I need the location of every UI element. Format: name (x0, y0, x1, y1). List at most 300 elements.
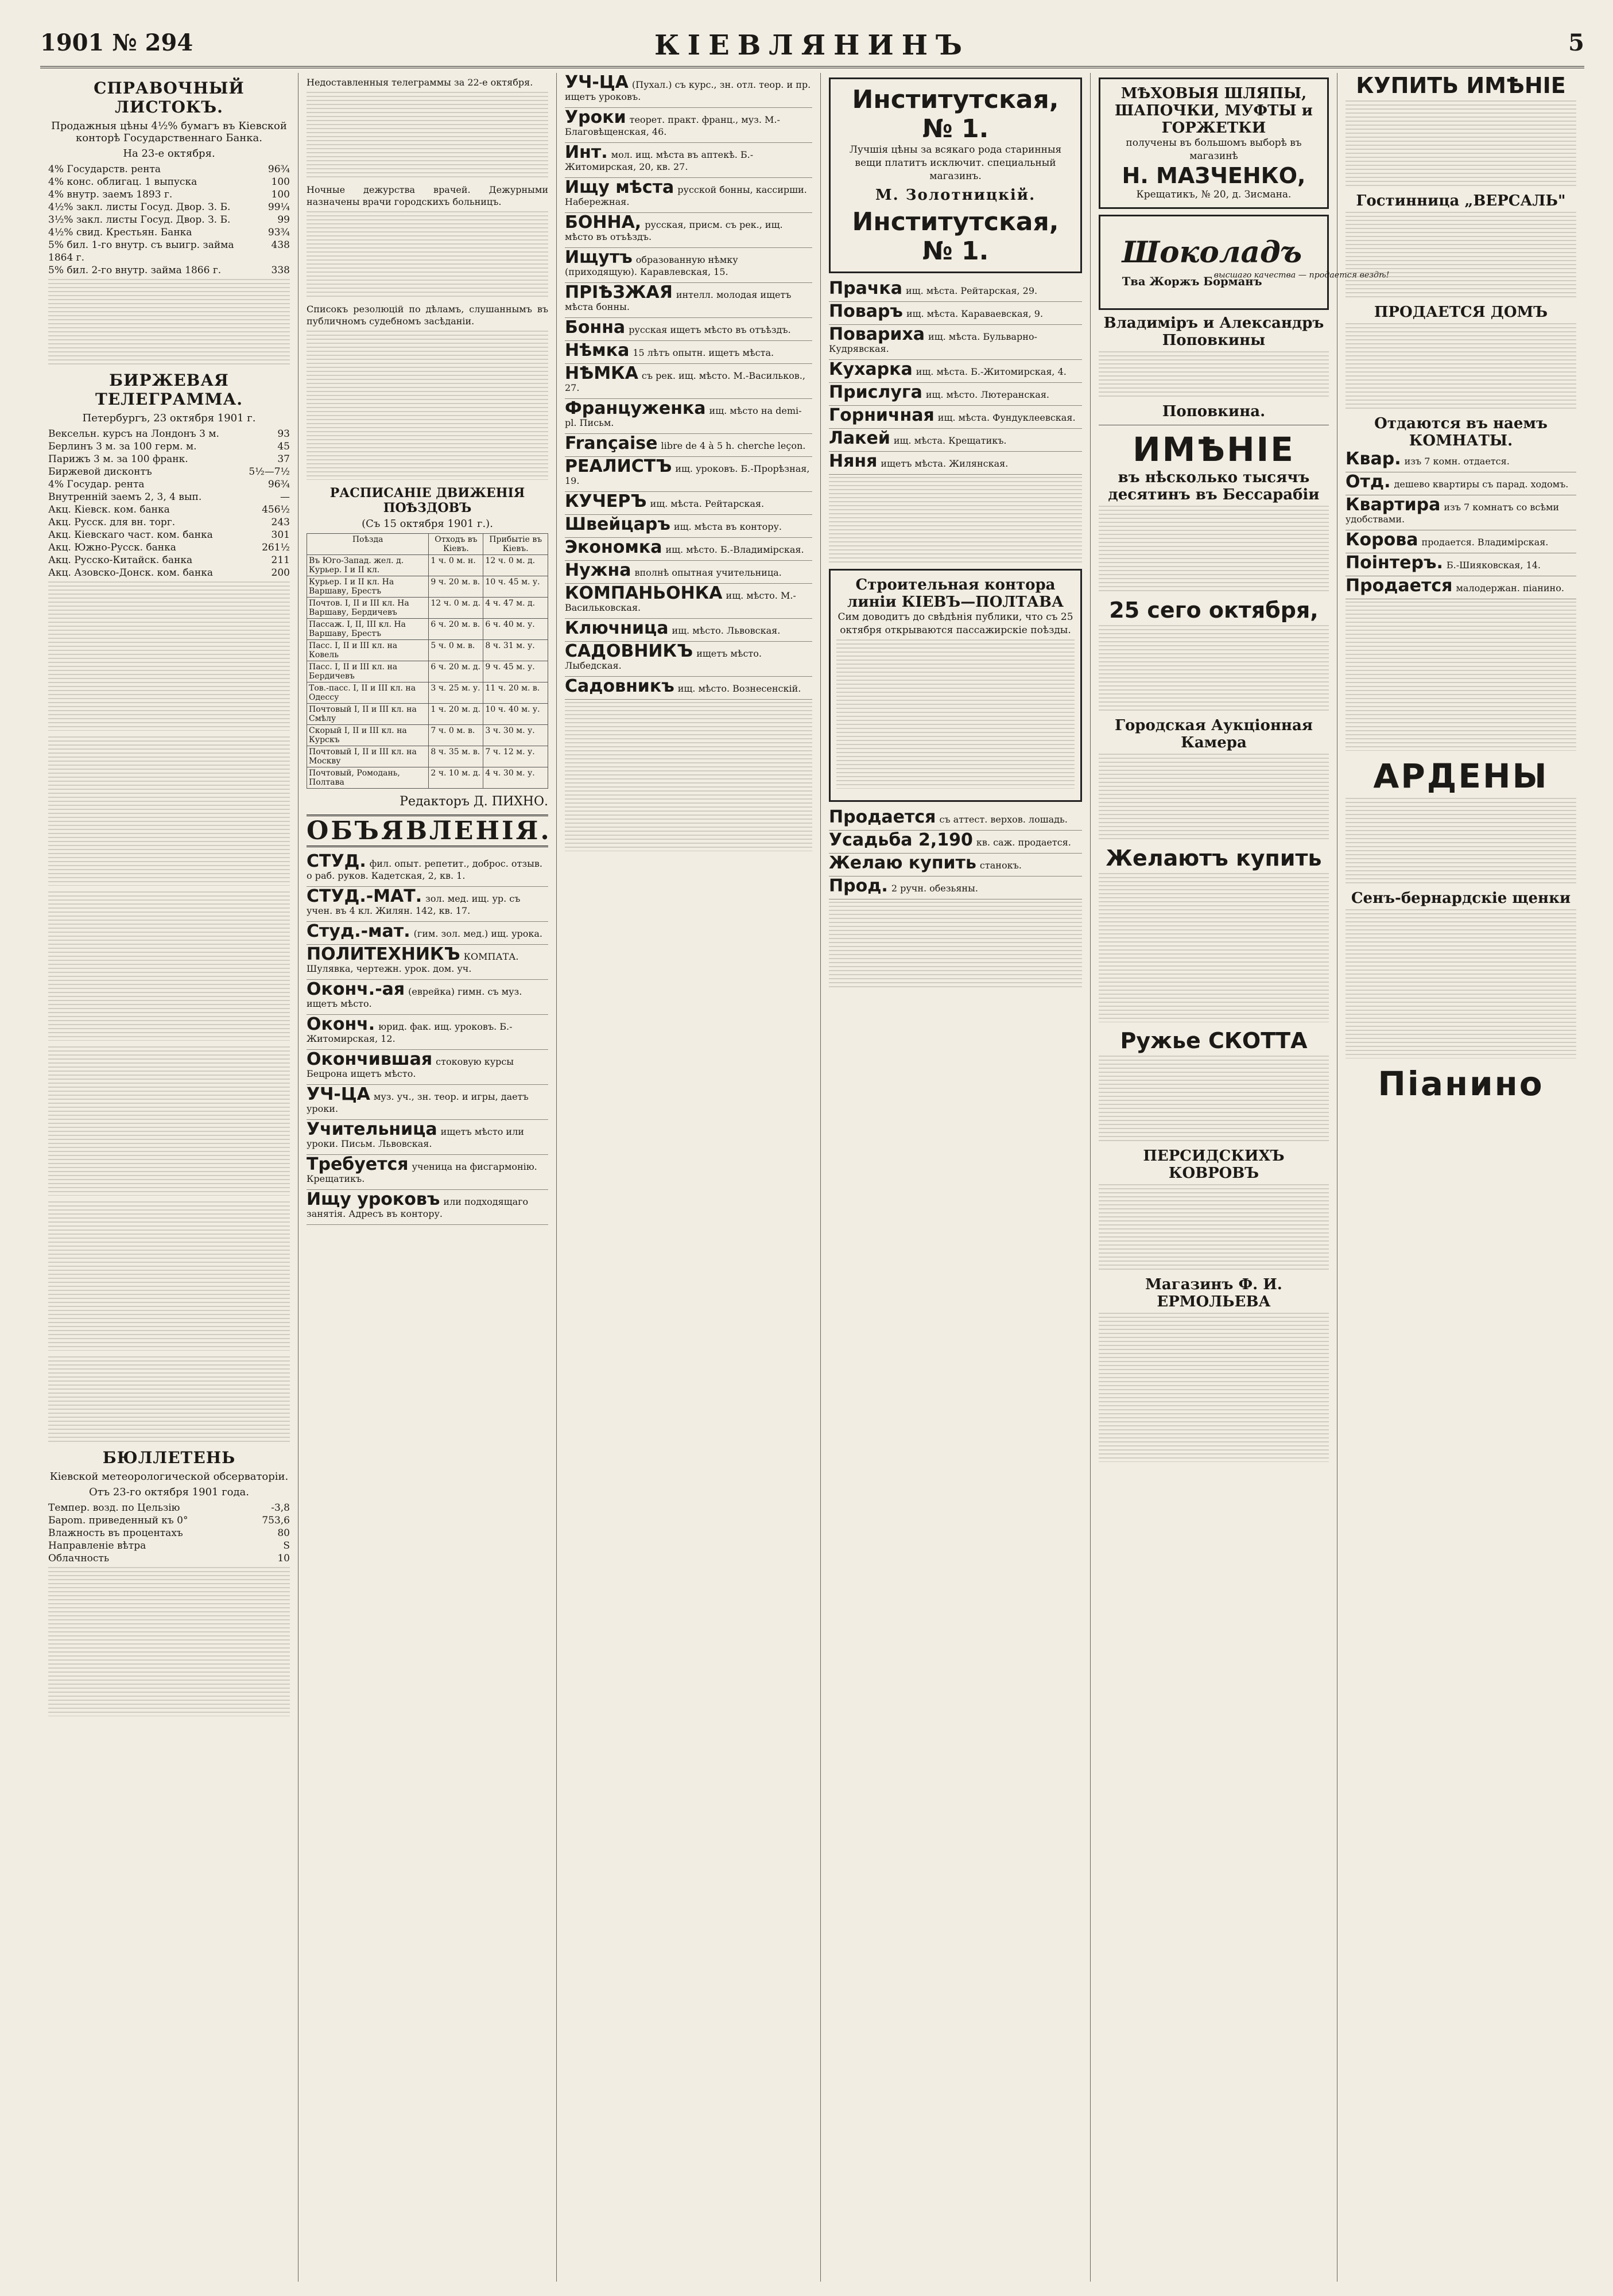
exchange-row (48, 491, 290, 503)
estate-subtitle: въ нѣсколько тысячъ десятинъ въ Бессарабіи (1108, 469, 1320, 503)
ad-lead: Корова (1346, 530, 1418, 550)
security-row (48, 226, 290, 239)
ads-list (307, 852, 548, 1225)
classified-ad (565, 283, 812, 318)
ad-text: изъ 7 комнатъ со всѣми удобствами. (1346, 502, 1560, 525)
ad-lead: Продается (829, 807, 936, 827)
security-row-name: 5% бил. 2-го внутр. займа 1866 г. (48, 265, 222, 276)
ad-lead: Отд. (1346, 472, 1391, 492)
schedule-dep: 5 ч. 0 м. в. (429, 640, 483, 661)
security-row-name: 4% конс. облигац. 1 выпуска (48, 176, 197, 188)
classified-ad (829, 360, 1082, 383)
schedule-title: РАСПИСАНІЕ ДВИЖЕНІЯ ПОѢЗДОВЪ (329, 486, 525, 515)
ad-lead: Окончившая (307, 1049, 433, 1069)
text-block (1346, 909, 1576, 1058)
security-row-value: 99¼ (267, 201, 290, 213)
ad-lead: Française (565, 433, 658, 453)
auction-heading: Городская Аукціонная Камера (1115, 717, 1313, 751)
schedule-arr: 9 ч. 45 м. у. (483, 661, 548, 682)
weather-row-value: 10 (277, 1553, 290, 1564)
ad-lead: Прислуга (829, 382, 922, 402)
classified-ad (307, 1120, 548, 1155)
classified-ad (307, 922, 548, 945)
schedule-dep: 12 ч. 0 м. д. (429, 598, 483, 619)
ad-text: ищ. мѣсто. Львовская. (672, 625, 781, 636)
ad-text: вполнѣ опытная учительница. (634, 567, 782, 578)
antique-owner: М. Золотницкій. (875, 187, 1036, 204)
newspaper-page (40, 26, 1584, 2282)
exchange-title: БИРЖЕВАЯ ТЕЛЕГРАММА. (95, 371, 243, 409)
ad-text: кв. саж. продается. (976, 837, 1071, 848)
classified-ad (829, 383, 1082, 406)
text-block (1099, 873, 1329, 1022)
schedule-train: Почтовый I, II и III кл. на Смѣлу (307, 704, 429, 725)
weather-row (48, 1502, 290, 1514)
ad-text: съ рек. ищ. мѣсто. М.-Васильков., 27. (565, 370, 805, 393)
exchange-row-value: 45 (277, 441, 290, 452)
text-block (829, 902, 1082, 988)
schedule-dep: 7 ч. 0 м. в. (429, 725, 483, 746)
reference-date: На 23-е октября. (123, 148, 215, 160)
security-row (48, 264, 290, 277)
ad-text: юрид. фак. ищ. уроковъ. Б.-Житомирская, 12. (307, 1021, 513, 1044)
schedule-arr: 4 ч. 30 м. у. (483, 767, 548, 789)
ad-lead: Поваръ (829, 301, 903, 321)
train-schedule (307, 533, 548, 789)
schedule-row (307, 682, 548, 704)
weather-row-name: Бароm. приведенный къ 0° (48, 1515, 188, 1526)
ad-text: зол. мед. ищ. ур. съ учен. въ 4 кл. Жилян. 142, кв. 17. (307, 893, 521, 916)
ad-text: ищ. уроковъ. Б.-Прорѣзная, 19. (565, 463, 810, 486)
classified-ad (829, 302, 1082, 325)
exchange-row (48, 567, 290, 579)
chocolate-name: Шоколадъ (1122, 235, 1302, 270)
exchange-row (48, 453, 290, 466)
ad-lead: Няня (829, 451, 878, 471)
ad-lead: Оконч. (307, 1014, 375, 1034)
text-block (836, 639, 1075, 789)
classified-ad (565, 143, 812, 178)
security-row-name: 4% Государств. рента (48, 164, 161, 175)
exchange-row (48, 503, 290, 516)
schedule-dep: 1 ч. 0 м. н. (429, 555, 483, 576)
contract-text: Сим доводитъ до свѣдѣнія публики, что съ 25 октября открываются пассажирскіе поѣзды. (837, 611, 1073, 636)
ad-lead: РЕАЛИСТЪ (565, 456, 672, 476)
schedule-arr: 7 ч. 12 м. у. (483, 746, 548, 767)
column-2 (298, 73, 557, 2282)
ad-lead: Квар. (1346, 449, 1401, 469)
classified-ad (829, 854, 1082, 876)
exchange-row-name: Биржевой дисконтъ (48, 466, 152, 478)
buy-estate-heading: КУПИТЬ ИМѢНІЕ (1356, 73, 1566, 98)
classified-ad (307, 1085, 548, 1120)
column-1 (40, 73, 298, 2282)
schedule-arr: 6 ч. 40 м. у. (483, 619, 548, 640)
text-block (48, 736, 290, 886)
classified-ad (1346, 449, 1576, 472)
security-row-value: 93¾ (267, 227, 290, 238)
ad-text: ищ. мѣста. Фундуклеевская. (937, 412, 1076, 423)
exchange-row (48, 554, 290, 567)
ad-lead: Продается (1346, 576, 1453, 596)
schedule-row (307, 725, 548, 746)
exchange-row-value: 93 (277, 428, 290, 440)
classified-ad (829, 406, 1082, 429)
schedule-arr: 11 ч. 20 м. в. (483, 682, 548, 704)
rooms-heading: Отдаются въ наемъ КОМНАТЫ. (1374, 415, 1548, 449)
schedule-dep: 3 ч. 25 м. у. (429, 682, 483, 704)
issue-number: 1901 № 294 (40, 29, 193, 56)
classified-ad (565, 364, 812, 399)
classified-ad (565, 457, 812, 492)
ad-text: изъ 7 комн. отдается. (1404, 456, 1510, 467)
reference-title: СПРАВОЧНЫЙ ЛИСТОКЪ. (94, 79, 245, 117)
exchange-row (48, 440, 290, 453)
schedule-arr: 12 ч. 0 м. д. (483, 555, 548, 576)
ad-lead: Лакей (829, 428, 890, 448)
ads-list (829, 279, 1082, 475)
classified-ad (565, 213, 812, 248)
schedule-row (307, 598, 548, 619)
classified-ad (307, 980, 548, 1015)
schedule-train: Почтовый I, II и III кл. на Москву (307, 746, 429, 767)
weather-row-name: Направленіе вѣтра (48, 1540, 146, 1552)
ad-lead: Желаю купить (829, 853, 976, 873)
ad-lead: Ищу уроковъ (307, 1189, 440, 1209)
ad-text: ищетъ мѣсто или уроки. Письм. Львовская. (307, 1126, 524, 1149)
text-block (1099, 754, 1329, 840)
exchange-row-name: Акц. Кіевскаго част. ком. банка (48, 529, 213, 541)
estate-heading: ИМѢНІЕ (1133, 430, 1295, 469)
schedule-head: Прибытіе въ Кіевъ. (483, 534, 548, 555)
schedule-dep: 1 ч. 20 м. д. (429, 704, 483, 725)
fur-merchant: Н. МАЗЧЕНКО, (1122, 163, 1306, 188)
weather-row-value: S (283, 1540, 290, 1552)
text-block (48, 1356, 290, 1442)
classified-ad (1346, 530, 1576, 553)
exchange-row-name: Акц. Азовско-Донск. ком. банка (48, 567, 214, 579)
ardeny-heading: АРДЕНЫ (1373, 757, 1549, 796)
exchange-row-name: Парижъ 3 м. за 100 франк. (48, 453, 188, 465)
ad-text: ищ. мѣста. Рейтарская. (650, 498, 765, 509)
classified-ad (565, 73, 812, 108)
exchange-list (48, 428, 290, 579)
ad-text: русская, присм. съ рек., ищ. мѣсто въ отъѣздъ. (565, 219, 783, 242)
classified-ad (565, 341, 812, 364)
ad-lead: УЧ-ЦА (307, 1084, 370, 1104)
ad-text: ищ. мѣсто. Лютеранская. (925, 389, 1049, 400)
weather-row-value: 80 (277, 1527, 290, 1539)
classified-ad (307, 852, 548, 887)
ad-lead: Ключница (565, 618, 669, 638)
weather-row (48, 1539, 290, 1552)
ad-lead: Прачка (829, 278, 903, 298)
security-row-value: 100 (271, 176, 290, 188)
text-block (48, 581, 290, 731)
chocolate-slogan: высшаго качества — продается вездѣ! (1213, 270, 1390, 280)
ad-text: Б.-Шияковская, 14. (1446, 560, 1541, 571)
schedule-row (307, 576, 548, 598)
ad-text: ищ. мѣсто. Вознесенскій. (677, 683, 801, 694)
security-row-value: 96¾ (267, 164, 290, 175)
classified-ad (307, 1050, 548, 1085)
security-row (48, 201, 290, 214)
masthead (40, 26, 1584, 68)
exchange-row-name: 4% Государ. рента (48, 479, 145, 490)
antique-text: Лучшія цѣны за всякаго рода старинныя вещи платитъ исключит. специальный магазинъ. (849, 144, 1062, 182)
weather-row-name: Облачность (48, 1553, 110, 1564)
text-block (48, 1046, 290, 1196)
schedule-row (307, 555, 548, 576)
shop-heading: Магазинъ Ф. И. ЕРМОЛЬЕВА (1145, 1276, 1282, 1310)
text-block (48, 1567, 290, 1716)
schedule-train: Пасс. I, II и III кл. на Бердичевъ (307, 661, 429, 682)
ad-text: ученица на фисгармонію. Крещатикъ. (307, 1161, 537, 1184)
ad-lead: Квартира (1346, 495, 1441, 515)
weather-row (48, 1552, 290, 1565)
schedule-train: Почтовый, Ромодань, Полтава (307, 767, 429, 789)
ad-text: 15 лѣтъ опытн. ищетъ мѣста. (633, 347, 774, 358)
exchange-row-value: 96¾ (267, 479, 290, 490)
text-block (307, 92, 548, 178)
ad-lead: Кухарка (829, 359, 913, 379)
schedule-dep: 2 ч. 10 м. д. (429, 767, 483, 789)
schedule-train: Скорый I, II и III кл. на Курскъ (307, 725, 429, 746)
classified-ad (1346, 495, 1576, 530)
exchange-row-name: Акц. Русско-Китайск. банка (48, 554, 193, 566)
chocolate-logo-icon (1112, 221, 1390, 304)
bulletin-title: БЮЛЛЕТЕНЬ (102, 1448, 236, 1467)
security-row-name: 4½% закл. листы Госуд. Двор. З. Б. (48, 201, 231, 213)
schedule-row (307, 661, 548, 682)
piano-heading: Піанино (1378, 1064, 1544, 1103)
exchange-row-value: 5½—7½ (249, 466, 290, 478)
exchange-row-name: Акц. Южно-Русск. банка (48, 542, 176, 553)
schedule-row (307, 767, 548, 789)
dogs-heading: Сенъ-бернардскіе щенки (1351, 890, 1571, 907)
ad-lead: Оконч.-ая (307, 979, 405, 999)
exchange-row-value: 301 (271, 529, 290, 541)
security-row (48, 188, 290, 201)
reference-subtitle: Продажныя цѣны 4½% бумагъ въ Кіевской конторѣ Государственнаго Банка. (51, 120, 287, 144)
schedule-arr: 10 ч. 40 м. у. (483, 704, 548, 725)
text-block (829, 477, 1082, 563)
ad-lead: Усадьба 2,190 (829, 830, 973, 850)
ad-text: ищ. мѣста. Бульварно-Кудрявская. (829, 331, 1037, 354)
ad-lead: Нѣмка (565, 340, 630, 360)
text-block (565, 702, 812, 851)
security-row-name: 4½% свид. Крестьян. Банка (48, 227, 192, 238)
weather-row-name: Темпер. возд. по Цельзію (48, 1502, 180, 1514)
ad-text: ищ. мѣста. Рейтарская, 29. (906, 285, 1038, 296)
schedule-train: Курьер. I и II кл. На Варшаву, Брестъ (307, 576, 429, 598)
antique-title: Институтская, № 1. (852, 85, 1059, 144)
date-heading: 25 сего октября, (1109, 598, 1319, 623)
ad-lead: Бонна (565, 317, 626, 338)
ad-lead: СТУД.-МАТ. (307, 886, 422, 906)
classified-ad (565, 619, 812, 642)
schedule-train: Тов.-пасс. I, II и III кл. на Одессу (307, 682, 429, 704)
ad-text: мол. ищ. мѣста въ аптекѣ. Б.-Житомирская, 20, кв. 27. (565, 149, 754, 172)
schedule-row (307, 619, 548, 640)
schedule-arr: 8 ч. 31 м. у. (483, 640, 548, 661)
fur-text: получены въ большомъ выборѣ въ магазинѣ (1126, 137, 1302, 162)
ad-lead: Ищутъ (565, 247, 633, 267)
ad-text: малодержан. піанино. (1456, 583, 1564, 594)
ad-lead: САДОВНИКЪ (565, 641, 693, 661)
classified-ad (1346, 472, 1576, 495)
ad-lead: Требуется (307, 1154, 409, 1174)
text-block (1099, 351, 1329, 397)
security-row (48, 176, 290, 188)
ad-lead: Экономка (565, 537, 662, 557)
text-block (48, 891, 290, 1041)
classified-ad (1346, 553, 1576, 576)
classified-ad (307, 945, 548, 980)
ad-lead: Студ.-мат. (307, 921, 410, 941)
ad-lead: БОННА, (565, 212, 642, 232)
exchange-row (48, 478, 290, 491)
ad-lead: Садовникъ (565, 676, 674, 696)
security-row (48, 239, 290, 264)
security-row-value: 100 (271, 189, 290, 200)
ad-lead: КОМПАНЬОНКА (565, 583, 723, 603)
ad-text: муз. уч., зн. теор. и игры, даетъ уроки. (307, 1091, 529, 1114)
classified-ad (829, 429, 1082, 452)
ad-lead: Француженка (565, 398, 706, 418)
ad-text: русская ищетъ мѣсто въ отъѣздъ. (629, 324, 791, 335)
classified-ad (307, 1190, 548, 1225)
schedule-dep: 9 ч. 20 м. в. (429, 576, 483, 598)
ad-lead: Поінтеръ. (1346, 553, 1443, 573)
buy-heading: Желаютъ купить (1106, 846, 1322, 871)
contract-ad (829, 569, 1082, 802)
family-signature: Поповкина. (1162, 403, 1266, 420)
exchange-row-value: 200 (271, 567, 290, 579)
text-block (1099, 1184, 1329, 1270)
text-block (1346, 212, 1576, 298)
exchange-row (48, 541, 290, 554)
classified-ad (829, 831, 1082, 854)
classified-ad (565, 584, 812, 619)
ad-text: русской бонны, кассирши. Набережная. (565, 184, 807, 207)
notice: Недоставленныя телеграммы за 22-е октября. (307, 77, 533, 88)
ad-lead: ПОЛИТЕХНИКЪ (307, 944, 460, 964)
family-names: Владиміръ и Александръ Поповкины (1103, 315, 1324, 349)
schedule-train: Пасс. I, II и III кл. на Ковель (307, 640, 429, 661)
ads-list (565, 73, 812, 700)
ad-text: ищ. мѣста. Крещатикъ. (893, 435, 1007, 446)
schedule-date: (Съ 15 октября 1901 г.). (362, 518, 493, 530)
carpets-heading: ПЕРСИДСКИХЪ КОВРОВЪ (1143, 1147, 1285, 1182)
schedule-arr: 4 ч. 47 м. д. (483, 598, 548, 619)
ad-text: (Пухал.) съ курс., зн. отл. теор. и пр. ищетъ уроковъ. (565, 79, 811, 102)
notice: Ночные дежурства врачей. Дежурными назначены врачи городскихъ больницъ. (307, 184, 548, 207)
fur-title: МѢХОВЫЯ ШЛЯПЫ, ШАПОЧКИ, МУФТЫ и ГОРЖЕТКИ (1115, 85, 1313, 137)
contract-title: Строительная контора линіи КІЕВЪ—ПОЛТАВА (847, 576, 1064, 611)
schedule-head: Поѣзда (307, 534, 429, 555)
ad-text: продается. Владимірская. (1421, 537, 1549, 548)
ad-lead: Швейцаръ (565, 514, 670, 534)
ad-text: ищ. мѣсто. Б.-Владимірская. (665, 544, 804, 555)
classified-ad (307, 887, 548, 922)
security-row-name: 4% внутр. заемъ 1893 г. (48, 189, 173, 200)
schedule-train: Пассаж. I, II, III кл. На Варшаву, Брестъ (307, 619, 429, 640)
security-row (48, 163, 290, 176)
text-block (307, 211, 548, 297)
security-row-name: 5% бил. 1-го внутр. съ выигр. займа 1864 г. (48, 239, 234, 263)
bulletin-date: Отъ 23-го октября 1901 года. (88, 1486, 250, 1498)
house-heading: ПРОДАЕТСЯ ДОМЪ (1374, 304, 1548, 321)
classified-ad (565, 434, 812, 457)
weather-row-name: Влажность въ процентахъ (48, 1527, 183, 1539)
column-3 (557, 73, 821, 2282)
classified-ad (307, 1155, 548, 1190)
exchange-row-value: 37 (277, 453, 290, 465)
classified-ad (565, 108, 812, 143)
chocolate-maker: Тва Жоржъ Борманъ (1122, 274, 1262, 288)
classified-ad (565, 642, 812, 677)
exchange-row (48, 466, 290, 478)
exchange-row (48, 428, 290, 440)
weather-row (48, 1527, 290, 1539)
security-row-name: 3½% закл. листы Госуд. Двор. З. Б. (48, 214, 231, 226)
classified-ad (829, 876, 1082, 899)
weather-row-value: 753,6 (262, 1515, 290, 1526)
text-block (1099, 625, 1329, 711)
classified-ad (565, 561, 812, 584)
text-block (1346, 602, 1576, 751)
ad-lead: КУЧЕРЪ (565, 491, 647, 511)
ads-list (1346, 449, 1576, 599)
security-row (48, 214, 290, 226)
column-4 (821, 73, 1091, 2282)
ad-lead: Горничная (829, 405, 935, 425)
columns (40, 73, 1584, 2282)
ad-text: КОМПАТА. Шулявка, чертежн. урок. дом. уч. (307, 951, 519, 974)
ad-text: (гим. зол. мед.) ищ. урока. (413, 928, 542, 939)
schedule-row (307, 640, 548, 661)
security-row-value: 99 (277, 214, 290, 226)
ad-lead: Нужна (565, 560, 631, 580)
ad-lead: Повариха (829, 324, 925, 344)
exchange-row-value: 211 (271, 554, 290, 566)
ad-lead: УЧ-ЦА (565, 72, 629, 92)
schedule-head: Отходъ въ Кіевъ. (429, 534, 483, 555)
ad-text: ищ. мѣсто на demi-pl. Письм. (565, 405, 802, 428)
exchange-row-value: 261½ (262, 542, 290, 553)
text-block (1099, 506, 1329, 592)
ad-text: станокъ. (979, 860, 1022, 871)
newspaper-title: КІЕВЛЯНИНЪ (654, 29, 970, 61)
classified-ad (829, 325, 1082, 360)
antique-ad (829, 77, 1082, 273)
schedule-train: Почтов. I, II и III кл. На Варшаву, Бердичевъ (307, 598, 429, 619)
ad-lead: Инт. (565, 142, 608, 162)
ads-title: ОБЪЯВЛЕНІЯ. (307, 815, 548, 847)
gun-heading: Ружье СКОТТА (1120, 1028, 1308, 1053)
editor-signature: Редакторъ Д. ПИХНО. (400, 794, 548, 809)
fur-ad (1099, 77, 1329, 209)
exchange-row (48, 529, 290, 541)
text-block (1099, 1313, 1329, 1462)
security-row-value: 338 (271, 265, 290, 276)
ad-text: или подходящаго занятія. Адресъ въ контору. (307, 1196, 529, 1219)
text-block (1346, 323, 1576, 409)
notice: Списокъ резолюцій по дѣламъ, слушаннымъ въ публичномъ судебномъ засѣданіи. (307, 304, 548, 327)
text-block (307, 331, 548, 480)
fur-address: Крещатикъ, № 20, д. Зисмана. (1136, 189, 1292, 200)
